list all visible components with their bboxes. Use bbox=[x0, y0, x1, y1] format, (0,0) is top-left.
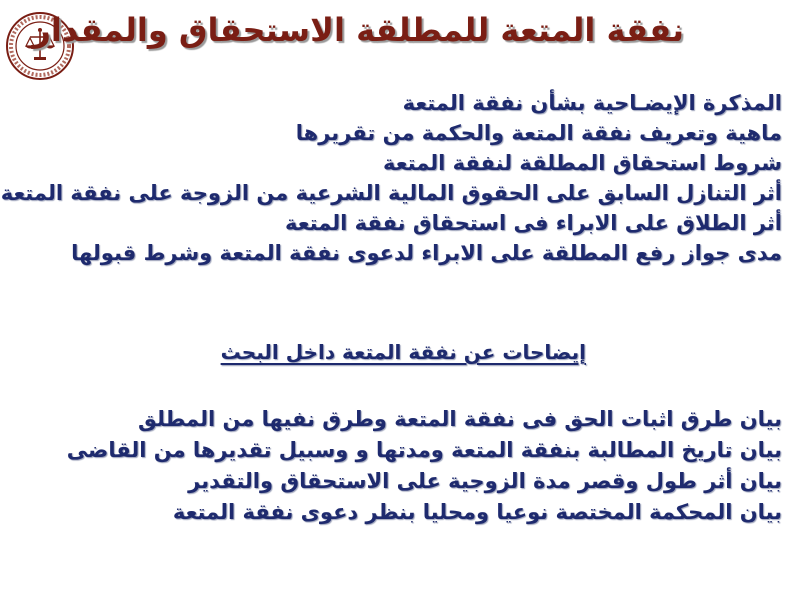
topics-list bbox=[0, 88, 782, 268]
slide-title: نفقة المتعة للمطلقة الاستحقاق والمقدار bbox=[32, 11, 684, 49]
section-subheading: إيضاحات عن نفقة المتعة داخل البحث bbox=[220, 340, 586, 364]
list-item: ماهية وتعريف نفقة المتعة والحكمة من تقريرها bbox=[295, 121, 782, 145]
list-item: بيان المحكمة المختصة نوعيا ومحليا بنظر دعوى نفقة المتعة bbox=[172, 500, 782, 524]
list-item: مدى جواز رفع المطلقة على الابراء لدعوى نفقة المتعة وشرط قبولها bbox=[71, 241, 782, 265]
list-item: المذكرة الإيضـاحية بشأن نفقة المتعة bbox=[402, 91, 782, 115]
list-item: بيان طرق اثبات الحق فى نفقة المتعة وطرق نفيها من المطلق bbox=[138, 407, 782, 431]
list-item: بيان أثر طول وقصر مدة الزوجية على الاستحقاق والتقدير bbox=[188, 469, 782, 493]
list-item: أثر التنازل السابق على الحقوق المالية الشرعية من الزوجة على نفقة المتعة bbox=[0, 181, 782, 205]
list-item: بيان تاريخ المطالبة بنفقة المتعة ومدتها و وسبيل تقديرها من القاضى bbox=[66, 438, 782, 462]
list-item: أثر الطلاق على الابراء فى استحقاق نفقة المتعة bbox=[285, 211, 782, 235]
list-item: شروط استحقاق المطلقة لنفقة المتعة bbox=[383, 151, 782, 175]
details-list bbox=[12, 404, 782, 528]
